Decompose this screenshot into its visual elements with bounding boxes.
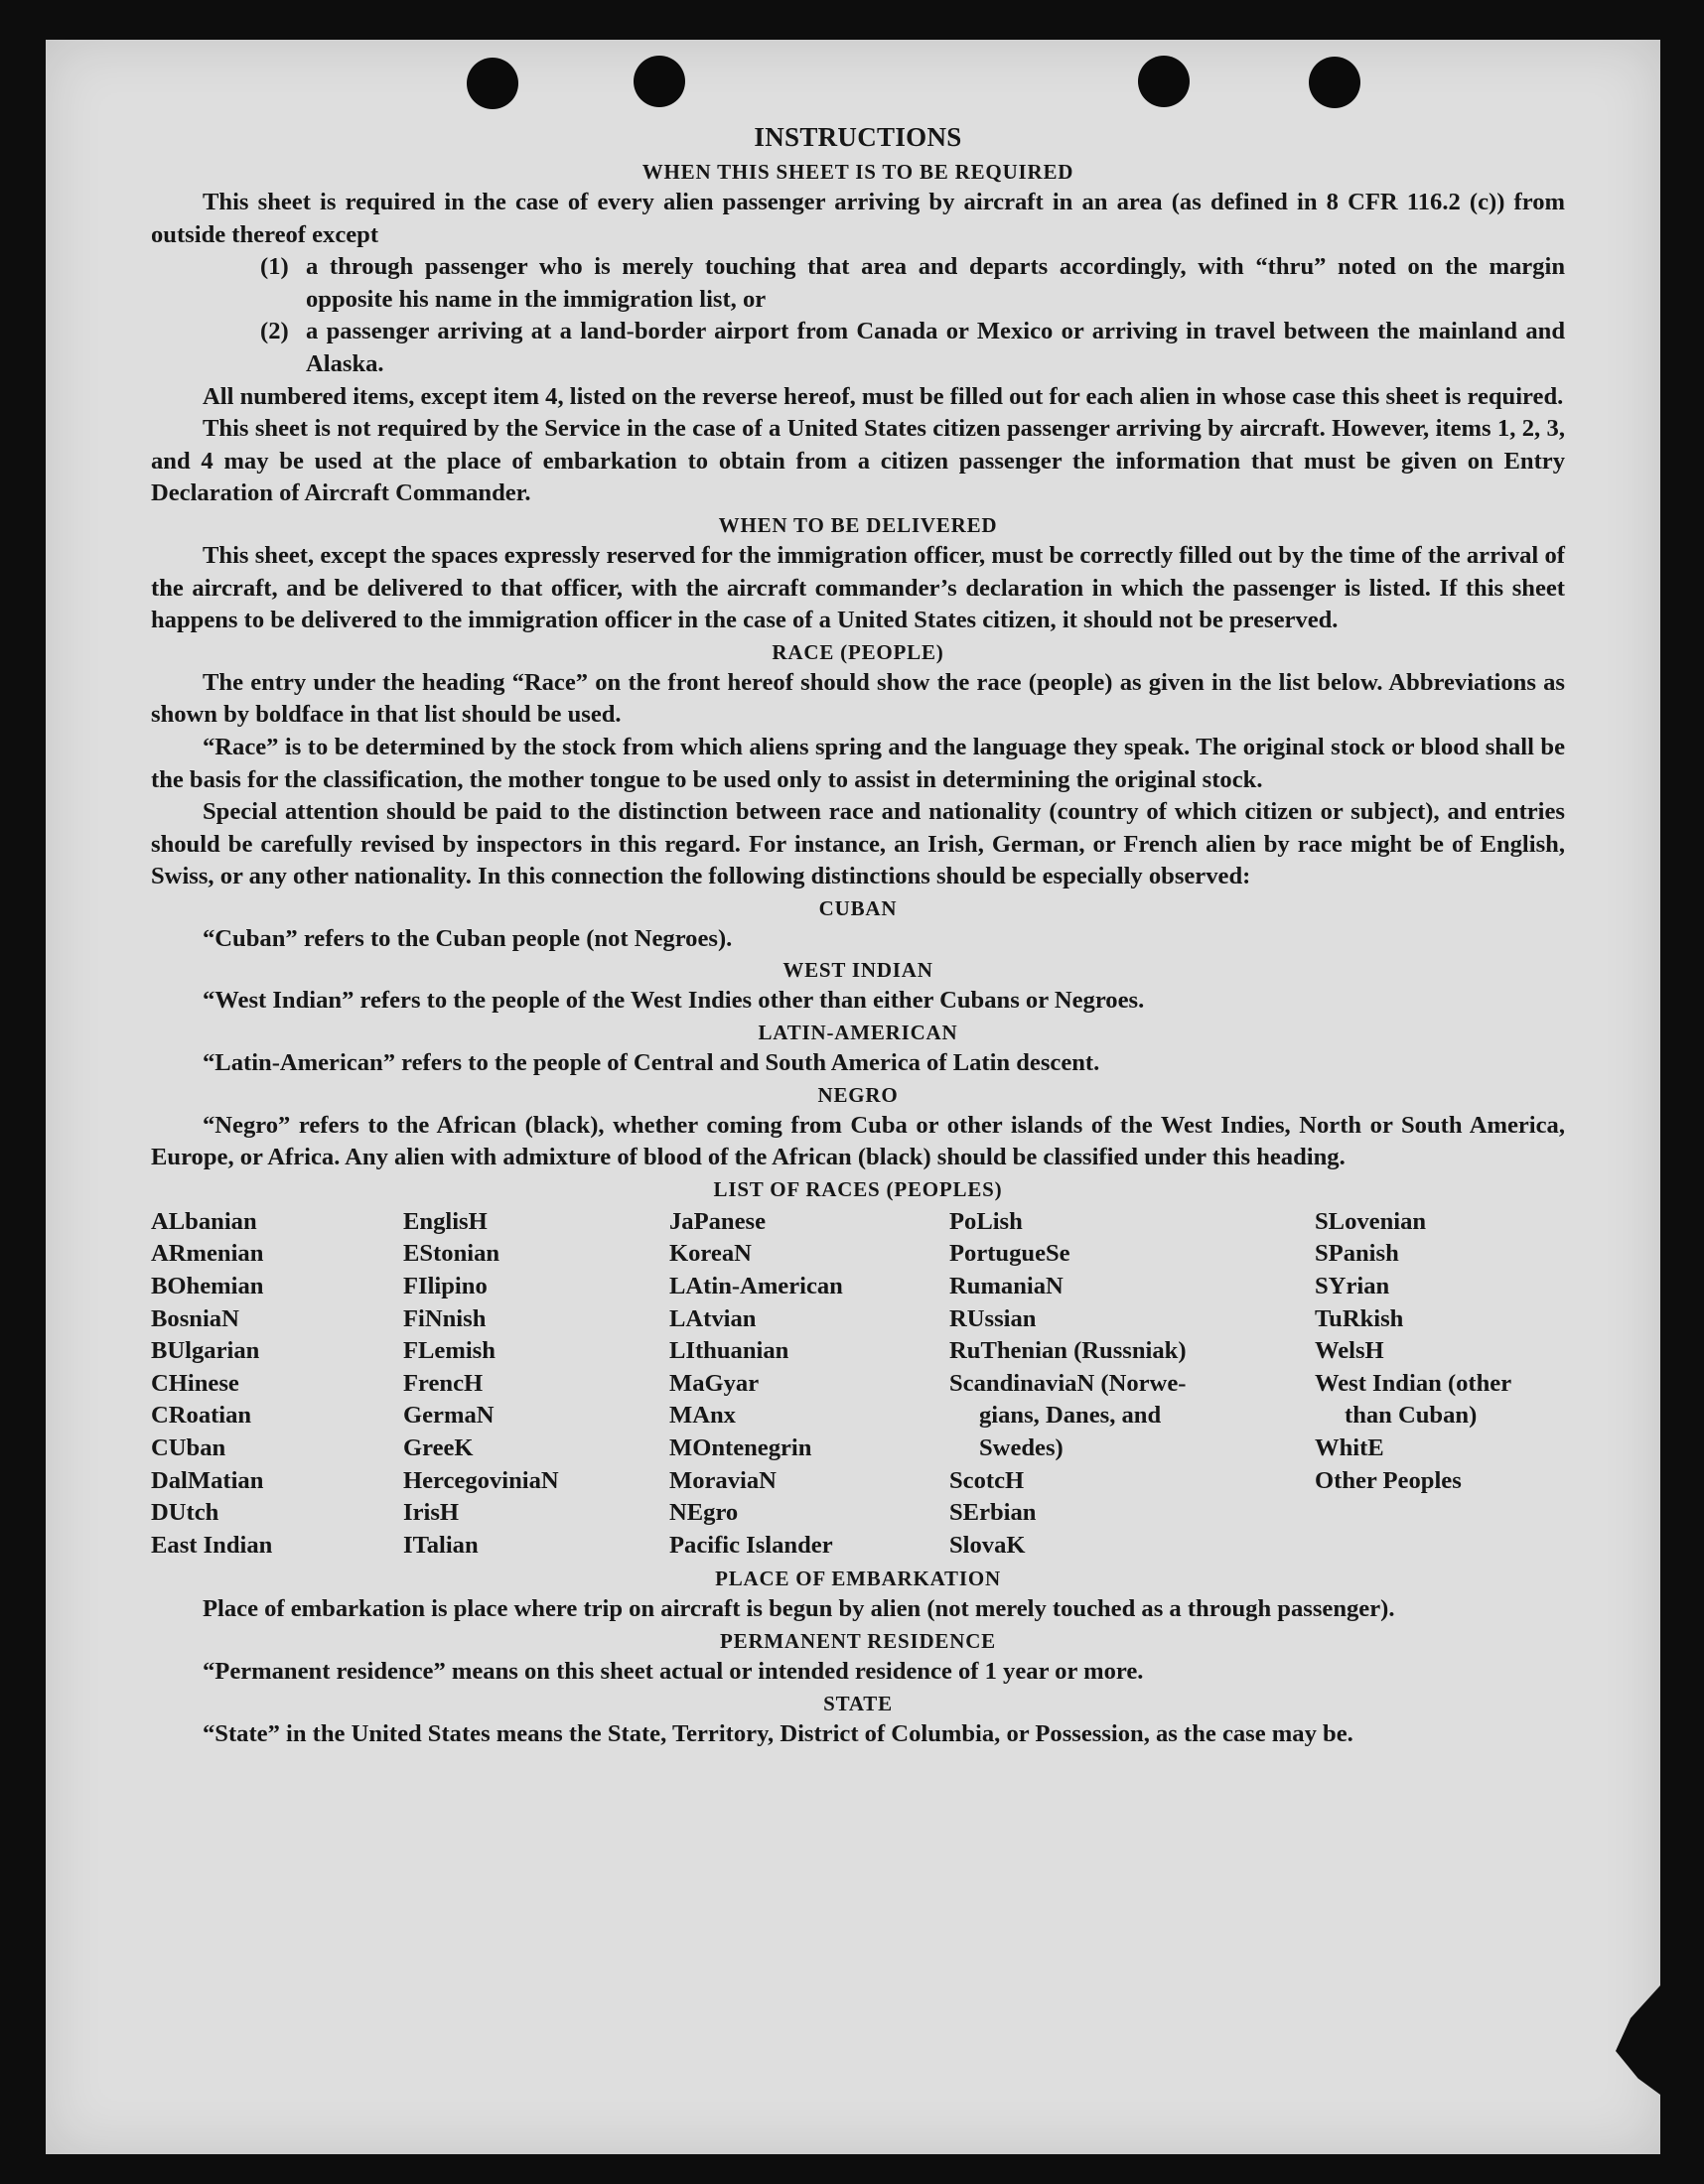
race-item: RuThenian (Russniak)	[949, 1337, 1187, 1365]
race-item: JaPanese	[669, 1207, 766, 1235]
race-item: ARmenian	[151, 1240, 264, 1268]
document-page	[46, 40, 1660, 2154]
race-item: GreeK	[403, 1434, 474, 1461]
race-item: MoraviaN	[669, 1466, 777, 1494]
race-item: ALbanian	[151, 1207, 257, 1235]
section-heading-races-list: LIST OF RACES (PEOPLES)	[713, 1176, 1003, 1201]
section-heading-cuban: CUBAN	[818, 895, 898, 920]
race-item: MAnx	[669, 1402, 736, 1430]
race-item: LAtin-American	[669, 1273, 843, 1300]
race-item: KoreaN	[669, 1240, 752, 1268]
race-item: SErbian	[949, 1499, 1037, 1527]
latin-american-text: “Latin-American” refers to the people of Central and South America of Latin descent.	[203, 1049, 1100, 1077]
section-heading-state: STATE	[823, 1691, 893, 1715]
race-item: HercegoviniaN	[403, 1466, 559, 1494]
race-item: Pacific Islander	[669, 1531, 833, 1559]
race-item: IrisH	[403, 1499, 460, 1527]
race-item: WhitE	[1315, 1434, 1384, 1461]
race-item: FLemish	[403, 1337, 496, 1365]
race-item: SlovaK	[949, 1531, 1026, 1559]
section-heading-when-required: WHEN THIS SHEET IS TO BE REQUIRED	[641, 160, 1074, 184]
race-item: FiNnish	[403, 1304, 487, 1332]
exception-number: (1)	[260, 253, 289, 281]
when-delivered-text: This sheet, except the spaces expressly reserved for the immigration officer, must be correctly filled out by the time of the arrival of the aircraft, and be delivered to that officer, with the aircraft commander’s declaration in which the passenger is listed. If this sheet happens to be delivered to the immigration officer in the case of a United States citizen, it should not be preserved.	[151, 541, 1565, 634]
race-item: ITalian	[403, 1531, 479, 1559]
race-item-continuation: Swedes)	[979, 1434, 1064, 1461]
punch-hole	[634, 56, 685, 107]
race-item: BOhemian	[151, 1273, 264, 1300]
section-heading-embarkation: PLACE OF EMBARKATION	[715, 1567, 1001, 1591]
cuban-text: “Cuban” refers to the Cuban people (not Negroes).	[203, 924, 733, 952]
race-item: West Indian (other	[1315, 1369, 1512, 1397]
races-column	[669, 1206, 949, 1563]
citizen-paragraph: This sheet is not required by the Service in the case of a United States citizen passenger arriving by aircraft. However, items 1, 2, 3, and 4 may be used at the place of embarkation to obtain from a citizen passenger the information that must be given on Entry Declaration of Aircraft Commander.	[151, 415, 1565, 507]
race-item: DUtch	[151, 1499, 219, 1527]
race-item: MOntenegrin	[669, 1434, 812, 1461]
permanent-residence-text: “Permanent residence” means on this sheet actual or intended residence of 1 year or more.	[203, 1657, 1144, 1685]
race-item: CHinese	[151, 1369, 239, 1397]
race-item: SPanish	[1315, 1240, 1399, 1268]
race-item: RUssian	[949, 1304, 1037, 1332]
race-item: FrencH	[403, 1369, 484, 1397]
west-indian-text: “West Indian” refers to the people of the West Indies other than either Cubans or Negroes.	[203, 987, 1145, 1015]
embarkation-text: Place of embarkation is place where trip on aircraft is begun by alien (not merely touched as a through passenger).	[203, 1595, 1395, 1623]
race-item: DalMatian	[151, 1466, 264, 1494]
race-item-continuation: than Cuban)	[1345, 1402, 1478, 1430]
negro-text: “Negro” refers to the African (black), whether coming from Cuba or other islands of the West Indies, North or South America, Europe, or Africa. Any alien with admixture of blood of the African (black) should be classified under this heading.	[151, 1111, 1565, 1171]
instructions-body	[151, 117, 1565, 1750]
section-heading-latin-american: LATIN-AMERICAN	[758, 1021, 958, 1045]
race-item-continuation: gians, Danes, and	[979, 1402, 1162, 1430]
section-heading-race: RACE (PEOPLE)	[772, 639, 944, 664]
race-item: SYrian	[1315, 1273, 1390, 1300]
race-item: East Indian	[151, 1531, 273, 1559]
race-item: CRoatian	[151, 1402, 252, 1430]
page-title: INSTRUCTIONS	[754, 122, 962, 152]
section-heading-west-indian: WEST INDIAN	[782, 958, 933, 983]
races-column	[403, 1206, 669, 1563]
race-item: TuRkish	[1315, 1304, 1404, 1332]
race-item: CUban	[151, 1434, 226, 1461]
races-column	[1315, 1206, 1565, 1563]
punch-hole	[1138, 56, 1190, 107]
race-item: RumaniaN	[949, 1273, 1064, 1300]
when-required-intro: This sheet is required in the case of every alien passenger arriving by aircraft in an area (as defined in 8 CFR 116.2 (c)) from outside thereof except	[151, 189, 1565, 248]
race-paragraph-3: Special attention should be paid to the distinction between race and nationality (country of which citizen or subject), and entries should be carefully revised by inspectors in this regard. For instance, an Irish, German, or French alien by race might be of English, Swiss, or any other nationality. In this connection the following distinctions should be especially observed:	[151, 798, 1565, 890]
race-item: BUlgarian	[151, 1337, 260, 1365]
race-item: ScandinaviaN (Norwe-	[949, 1369, 1187, 1397]
race-item: LIthuanian	[669, 1337, 789, 1365]
race-item: Other Peoples	[1315, 1466, 1462, 1494]
race-item: FIlipino	[403, 1273, 488, 1300]
numbered-items-paragraph: All numbered items, except item 4, listed on the reverse hereof, must be filled out for each alien in whose case this sheet is required.	[203, 382, 1564, 410]
exception-item	[260, 316, 1565, 380]
race-item: GermaN	[403, 1402, 495, 1430]
race-item: SLovenian	[1315, 1207, 1427, 1235]
torn-corner	[1611, 1985, 1660, 2095]
race-paragraph-1: The entry under the heading “Race” on the front hereof should show the race (people) as given in the list below. Abbreviations as shown by boldface in that list should be used.	[151, 668, 1565, 729]
race-item: ScotcH	[949, 1466, 1025, 1494]
race-item: EStonian	[403, 1240, 500, 1268]
exception-number: (2)	[260, 318, 289, 345]
punch-hole	[467, 58, 518, 109]
race-item: WelsH	[1315, 1337, 1384, 1365]
race-item: NEgro	[669, 1499, 739, 1527]
race-item: PoLish	[949, 1207, 1023, 1235]
exception-text: a through passenger who is merely touching that area and departs accordingly, with “thru” noted on the margin opposite his name in the immigration list, or	[306, 253, 1565, 313]
race-item: MaGyar	[669, 1369, 760, 1397]
exception-text: a passenger arriving at a land-border airport from Canada or Mexico or arriving in travel between the mainland and Alaska.	[306, 318, 1565, 377]
race-item: LAtvian	[669, 1304, 757, 1332]
state-text: “State” in the United States means the State, Territory, District of Columbia, or Possession, as the case may be.	[203, 1719, 1353, 1747]
punch-hole	[1309, 57, 1360, 108]
races-list	[151, 1206, 1565, 1563]
race-paragraph-2: “Race” is to be determined by the stock from which aliens spring and the language they speak. The original stock or blood shall be the basis for the classification, the mother tongue to be used only to assist in determining the original stock.	[151, 733, 1565, 793]
race-item: PortugueSe	[949, 1240, 1070, 1268]
section-heading-negro: NEGRO	[817, 1082, 899, 1107]
section-heading-permanent-residence: PERMANENT RESIDENCE	[720, 1628, 996, 1653]
race-item: BosniaN	[151, 1304, 239, 1332]
races-column	[151, 1206, 403, 1563]
races-column	[949, 1206, 1315, 1563]
exception-item	[260, 251, 1565, 316]
section-heading-when-delivered: WHEN TO BE DELIVERED	[718, 512, 998, 537]
race-item: EnglisH	[403, 1207, 488, 1235]
